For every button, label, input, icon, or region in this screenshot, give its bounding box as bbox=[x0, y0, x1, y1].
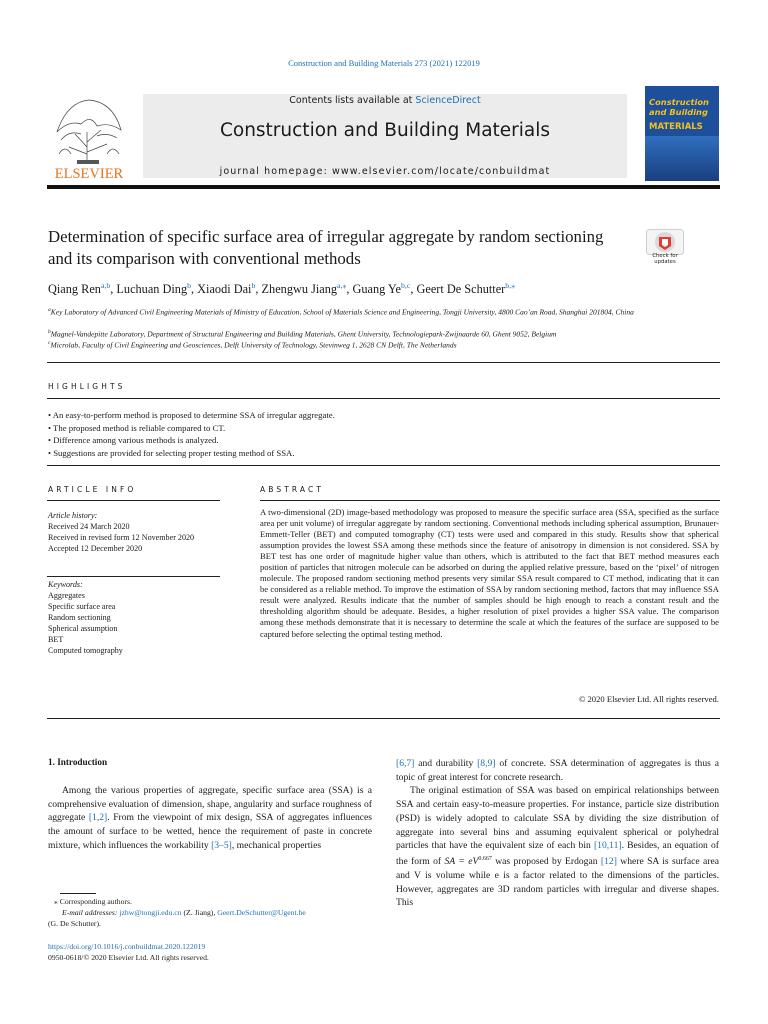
journal-cover-image[interactable] bbox=[645, 86, 719, 181]
article-info-heading: ARTICLE INFO bbox=[48, 485, 137, 494]
cover-subtitle: MATERIALS bbox=[649, 122, 703, 132]
highlights-divider bbox=[47, 398, 720, 399]
email-line: E-mail addresses: jzhw@tongji.edu.cn (Z. Jiang), Geert.DeSchutter@Ugent.be bbox=[62, 908, 306, 917]
highlight-item: • The proposed method is reliable compared to CT. bbox=[48, 422, 226, 433]
email-owner: (G. De Schutter). bbox=[48, 919, 101, 928]
intro-paragraph: [6,7] and durability [8,9] of concrete. SSA determination of aggregates is thus a topic of great interest for concrete research. bbox=[396, 758, 719, 783]
reference-link[interactable]: [1,2] bbox=[88, 812, 108, 824]
body-column-left bbox=[48, 784, 372, 853]
keywords-label: Keywords: bbox=[48, 580, 83, 589]
author-list: Qiang Ren$^{a,b}$, Luchuan Ding$^b$, Xiaodi Dai$^b$, Zhengwu Jiang$^{a,⁎}$, Guang Ye$^{b,c}$, Geert De Schutter$^{b,⁎}$ bbox=[48, 281, 516, 297]
section-divider bbox=[47, 465, 720, 466]
elsevier-logo bbox=[47, 92, 131, 180]
abstract-divider bbox=[260, 500, 720, 501]
crossmark-label: Check for updates bbox=[652, 253, 678, 266]
author-name[interactable]: Xiaodi Dai bbox=[197, 282, 252, 297]
highlights-list bbox=[48, 409, 720, 459]
journal-title[interactable]: Construction and Building Materials bbox=[219, 120, 551, 141]
cover-artwork bbox=[645, 136, 719, 181]
article-title: Determination of specific surface area of irregular aggregate by random sectioning and its comparison with conventional methods bbox=[48, 227, 604, 268]
author-name[interactable]: Zhengwu Jiang bbox=[261, 282, 338, 297]
author-name[interactable]: Luchuan Ding bbox=[116, 282, 188, 297]
affiliation-c: $^c$Microlab, Faculty of Civil Engineering and Geosciences, Delft University of Technology, Stevinweg 1, 2628 CN Delft, The Netherlands bbox=[48, 340, 457, 350]
issn-line: 0950-0618/© 2020 Elsevier Ltd. All rights reserved. bbox=[48, 953, 209, 963]
reference-link[interactable]: [12] bbox=[600, 856, 617, 868]
keyword-item: Computed tomography bbox=[48, 646, 123, 655]
corresponding-note: ⁎ Corresponding authors. bbox=[54, 897, 132, 906]
author-name[interactable]: Qiang Ren bbox=[48, 282, 101, 297]
email-link[interactable]: Geert.DeSchutter@Ugent.be bbox=[217, 908, 306, 917]
section-divider bbox=[47, 362, 720, 363]
keyword-item: Spherical assumption bbox=[48, 624, 118, 633]
abstract-copyright: © 2020 Elsevier Ltd. All rights reserved. bbox=[578, 694, 719, 704]
equation: SA = eV bbox=[444, 856, 479, 868]
journal-homepage[interactable]: journal homepage: www.elsevier.com/locate/conbuildmat bbox=[219, 166, 551, 177]
highlights-heading: HIGHLIGHTS bbox=[48, 382, 126, 391]
highlight-item: • Suggestions are provided for selecting proper testing method of SSA. bbox=[48, 447, 295, 458]
history-item: Received 24 March 2020 bbox=[48, 522, 130, 531]
history-item: Accepted 12 December 2020 bbox=[48, 544, 143, 553]
intro-paragraph: Among the various properties of aggregate, specific surface area (SSA) is a comprehensive evaluation of dimension, shape, angularity and surface roughness of aggregate [1,2]. From the viewpoint of mix design, SSA of aggregates influences the amount of surface to be wetted, hence the requirement of paste in concrete mixture, which influences the workability [3–5], mechanical properties bbox=[48, 785, 372, 851]
keywords-divider bbox=[47, 576, 220, 577]
history-item: Received in revised form 12 November 2020 bbox=[48, 533, 195, 542]
journal-citation-link[interactable]: Construction and Building Materials 273 (2021) 122019 bbox=[288, 58, 480, 68]
author-name[interactable]: Geert De Schutter bbox=[416, 282, 506, 297]
author-affiliation-marker[interactable]: b bbox=[187, 281, 192, 290]
reference-link[interactable]: [6,7] bbox=[396, 758, 415, 769]
highlight-item: • An easy-to-perform method is proposed to determine SSA of irregular aggregate. bbox=[48, 410, 335, 420]
abstract-heading: ABSTRACT bbox=[260, 485, 325, 494]
keyword-item: BET bbox=[48, 635, 64, 644]
keyword-item: Specific surface area bbox=[48, 602, 116, 611]
cover-title: Construction and Building bbox=[649, 97, 709, 117]
introduction-heading: 1. Introduction bbox=[48, 757, 108, 767]
author-affiliation-marker[interactable]: b bbox=[251, 281, 256, 290]
affiliation-b: $^b$Magnel-Vandepitte Laboratory, Department of Structural Engineering and Building Materials, Ghent University, Technologiepark-Zwijnaarde 60, Ghent 9052, Belgium bbox=[48, 329, 557, 339]
reference-link[interactable]: [8,9] bbox=[477, 758, 496, 769]
abstract-text: A two-dimensional (2D) image-based methodology was proposed to measure the specific surface area (SSA, specified as the surface area per unit volume) of irregular aggregate by random sectioning. Conventional methods including spherical assumption, Brunauer-Emmett-Teller (BET) and computed tomography (CT) tests were used and compared in this study. Results show that spherical assumption provides the lowest SSA among these methods since the feature of anisotropy in dimension is not considered. SSA by BET test has one order of magnitude higher value than others, which is attributed to the fact that BET method measures each position of particles that nitrogen molecule can be adsorbed on during the applied relative pressure, based on the ‘pixel’ of nitrogen molecule. The proposed random sectioning method presents very similar SSA result compared to CT method, indicating that it can be considered as a reliable method. To improve the estimation of SSA by random sectioning method, factors that may influence SSA result were analyzed. Results indicate that the number of samples should be high enough to reach a constant result and the thresholding algorithm should be adequate. Besides, a higher resolution of pixel provides a higher SSA value. The comparison among these methods demonstrate that it is necessary to determine the scale at which the features of the surface are supposed to be captured before selecting the optimal testing method. bbox=[260, 507, 719, 639]
doi-link[interactable]: https://doi.org/10.1016/j.conbuildmat.2020.122019 bbox=[48, 942, 206, 951]
author-affiliation-marker[interactable]: b,c bbox=[401, 281, 411, 290]
keywords bbox=[48, 579, 220, 656]
contents-line: Contents lists available at ScienceDirect bbox=[289, 95, 481, 106]
footnote-rule bbox=[60, 893, 96, 894]
article-info-divider bbox=[47, 500, 220, 501]
footnotes bbox=[48, 896, 378, 929]
elsevier-wordmark: ELSEVIER bbox=[54, 166, 124, 180]
affiliation-a: $^a$Key Laboratory of Advanced Civil Engineering Materials of Ministry of Education, School of Materials Science and Engineering, Tongji University, 4800 Cao’an Road, Shanghai 201804, China bbox=[48, 307, 634, 317]
keyword-item: Aggregates bbox=[48, 591, 85, 600]
reference-link[interactable]: [10,11] bbox=[593, 840, 622, 852]
sciencedirect-link[interactable]: ScienceDirect bbox=[415, 95, 481, 106]
author-affiliation-marker[interactable]: a,⁎ bbox=[337, 281, 347, 290]
keyword-item: Random sectioning bbox=[48, 613, 111, 622]
author-name[interactable]: Guang Ye bbox=[352, 282, 402, 297]
equation-exponent: 0.667 bbox=[478, 855, 492, 862]
section-divider bbox=[47, 718, 720, 719]
author-affiliation-marker[interactable]: a,b bbox=[100, 281, 111, 290]
article-info bbox=[48, 510, 220, 554]
intro-paragraph: The original estimation of SSA was based on empirical relationships between SSA and certain easy-to-measure properties. For instance, particle size distribution (PSD) is widely adopted to calculate SSA by dividing the size distribution of aggregate into several bins and assuming equivalent spherical or polyhedral particles that have the equivalent size of each bin [10,11]. Besides, an equation of the form of SA = $eV^{0.667}$ was proposed by Erdogan [12] where SA is surface area and V is volume while e is a factor related to the dimensions of the particles. However, aggregates are 3D random particles with irregular and diverse shapes. This bbox=[396, 785, 720, 909]
doi-block bbox=[48, 941, 378, 963]
header-rule bbox=[47, 185, 720, 189]
highlight-item: • Difference among various methods is analyzed. bbox=[48, 435, 219, 446]
history-label: Article history: bbox=[48, 511, 98, 520]
author-affiliation-marker[interactable]: b,⁎ bbox=[505, 281, 516, 290]
reference-link[interactable]: [3–5] bbox=[211, 839, 232, 851]
email-link[interactable]: jzhw@tongji.edu.cn bbox=[119, 908, 182, 917]
body-column-right bbox=[396, 757, 719, 910]
